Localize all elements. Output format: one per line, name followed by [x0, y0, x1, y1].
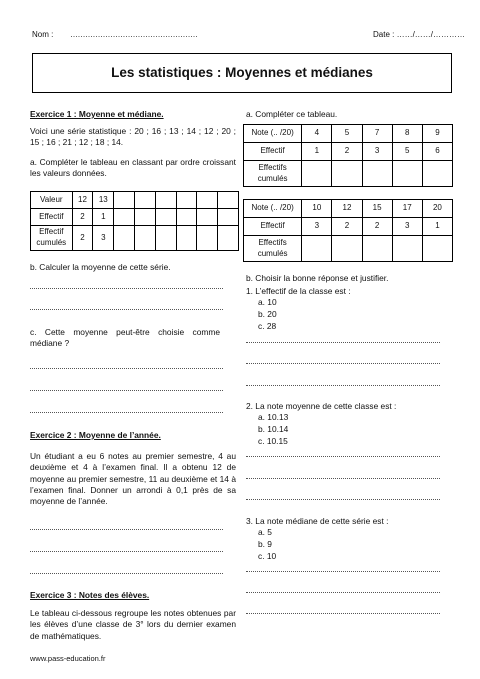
title-box: [32, 53, 452, 93]
table-row: [244, 218, 453, 236]
table-cell: 2: [362, 218, 392, 236]
q3-label: 3. La note médiane de cette série est :: [246, 516, 389, 526]
answer-line: [30, 411, 223, 413]
table-cell: 2: [72, 226, 93, 251]
table-cell: [197, 226, 218, 251]
table-cell: 2: [332, 218, 362, 236]
table-cell: 4: [302, 125, 332, 143]
table-cell: [155, 192, 176, 209]
page-title: Les statistiques : Moyennes et médianes: [111, 64, 373, 80]
table-cell: [218, 192, 239, 209]
notes-table-2: [243, 199, 453, 262]
table-cell: [332, 161, 362, 187]
table-cell: [114, 192, 135, 209]
table-cell: [422, 161, 452, 187]
table-row: [244, 125, 453, 143]
table-cell: [392, 161, 422, 187]
answer-line: [246, 570, 440, 572]
table-cell: [155, 226, 176, 251]
footer-url: www.pass-education.fr: [30, 654, 106, 663]
table-cell: [134, 226, 155, 251]
table-cell: [176, 192, 197, 209]
ex1-question-b: b. Calculer la moyenne de cette série.: [30, 262, 171, 272]
row-header-cell: Effectif: [31, 209, 73, 226]
table-cell: 5: [332, 125, 362, 143]
answer-line: [246, 477, 440, 479]
answer-line: [246, 591, 440, 593]
table-cell: [114, 209, 135, 226]
answer-line: [30, 389, 223, 391]
table-cell: 9: [422, 125, 452, 143]
table-cell: [362, 161, 392, 187]
q2-option-b: b. 10.14: [258, 424, 289, 434]
table-cell: [134, 209, 155, 226]
q2-option-c: c. 10.15: [258, 436, 288, 446]
answer-line: [30, 308, 223, 310]
row-header-cell: Valeur: [31, 192, 73, 209]
table-cell: 1: [93, 209, 114, 226]
answer-line: [246, 498, 440, 500]
q1-option-b: b. 20: [258, 309, 277, 319]
ex3-title: Exercice 3 : Notes des élèves.: [30, 590, 150, 600]
nom-label: Nom :: [32, 30, 54, 39]
table-cell: 1: [422, 218, 452, 236]
row-header-cell: Effectifs cumulés: [244, 161, 302, 187]
table-cell: [176, 209, 197, 226]
answer-line: [246, 341, 440, 343]
answer-line: [30, 550, 223, 552]
table-cell: [197, 209, 218, 226]
notes-table-1: [243, 124, 453, 187]
table-cell: 1: [302, 143, 332, 161]
table-cell: [392, 236, 422, 262]
table-cell: 10: [302, 200, 332, 218]
table-cell: 8: [392, 125, 422, 143]
table-cell: [218, 226, 239, 251]
nom-dots: ……………………………………………: [70, 30, 198, 39]
q1-option-c: c. 28: [258, 321, 277, 331]
table-cell: 2: [332, 143, 362, 161]
table-cell: [302, 161, 332, 187]
table-cell: 3: [93, 226, 114, 251]
table-cell: 17: [392, 200, 422, 218]
answer-line: [30, 528, 223, 530]
q2-label: 2. La note moyenne de cette classe est :: [246, 401, 397, 411]
q3-option-c: c. 10: [258, 551, 277, 561]
table-cell: [155, 209, 176, 226]
table-cell: 20: [422, 200, 452, 218]
table-cell: 5: [392, 143, 422, 161]
table-cell: [332, 236, 362, 262]
table-cell: [176, 226, 197, 251]
answer-line: [30, 367, 223, 369]
table-row: [31, 209, 239, 226]
table-cell: 3: [392, 218, 422, 236]
table-row: [244, 200, 453, 218]
table-cell: [302, 236, 332, 262]
ex1-intro: Voici une série statistique : 20 ; 16 ; 13 ; 14 ; 12 ; 20 ; 15 ; 16 ; 21 ; 12 ; 18 ; 14.: [30, 126, 236, 148]
answer-line: [246, 362, 440, 364]
answer-line: [246, 455, 440, 457]
table-cell: 6: [422, 143, 452, 161]
table-row: [244, 236, 453, 262]
answer-line: [30, 287, 223, 289]
table-cell: 3: [302, 218, 332, 236]
ex1-question-c: c. Cette moyenne peut-être choisie comme médiane ?: [30, 327, 220, 349]
row-header-cell: Effectif cumulés: [31, 226, 73, 251]
table-cell: 7: [362, 125, 392, 143]
q3-option-b: b. 9: [258, 539, 272, 549]
right-question-b: b. Choisir la bonne réponse et justifier.: [246, 273, 389, 283]
table-cell: 12: [72, 192, 93, 209]
table-row: [31, 226, 239, 251]
table-row: [244, 143, 453, 161]
table-cell: 3: [362, 143, 392, 161]
right-question-a: a. Compléter ce tableau.: [246, 109, 338, 119]
row-header-cell: Effectifs cumulés: [244, 236, 302, 262]
table-row: [244, 161, 453, 187]
table-cell: [114, 226, 135, 251]
table-row: [31, 192, 239, 209]
q3-option-a: a. 5: [258, 527, 272, 537]
ex1-table: [30, 191, 239, 251]
table-cell: [422, 236, 452, 262]
table-cell: 15: [362, 200, 392, 218]
row-header-cell: Effectif: [244, 218, 302, 236]
row-header-cell: Note (.. /20): [244, 200, 302, 218]
table-cell: 2: [72, 209, 93, 226]
answer-line: [30, 572, 223, 574]
table-cell: [218, 209, 239, 226]
answer-line: [246, 612, 440, 614]
table-cell: [134, 192, 155, 209]
date-label: Date : ……/……/…………: [373, 30, 466, 39]
row-header-cell: Note (.. /20): [244, 125, 302, 143]
q1-label: 1. L’effectif de la classe est :: [246, 286, 351, 296]
ex3-text: Le tableau ci-dessous regroupe les notes obtenues par les élèves d’une classe de 3° lors du dernier examen de mathématiques.: [30, 608, 236, 641]
ex2-text: Un étudiant a eu 6 notes au premier semestre, 4 au deuxième et 4 à l’examen final. Il a obtenu 12 de moyenne au premier semestre, 11 au deuxième et 14 à l’examen final. Donner un arrondi à 0,1 près de sa moyenne de l’année.: [30, 451, 236, 507]
ex1-question-a: a. Compléter le tableau en classant par ordre croissant les valeurs données.: [30, 157, 236, 179]
ex1-title: Exercice 1 : Moyenne et médiane.: [30, 109, 164, 119]
ex2-title: Exercice 2 : Moyenne de l’année.: [30, 430, 161, 440]
row-header-cell: Effectif: [244, 143, 302, 161]
table-cell: [197, 192, 218, 209]
table-cell: [362, 236, 392, 262]
answer-line: [246, 384, 440, 386]
table-cell: 13: [93, 192, 114, 209]
q1-option-a: a. 10: [258, 297, 277, 307]
table-cell: 12: [332, 200, 362, 218]
q2-option-a: a. 10.13: [258, 412, 289, 422]
